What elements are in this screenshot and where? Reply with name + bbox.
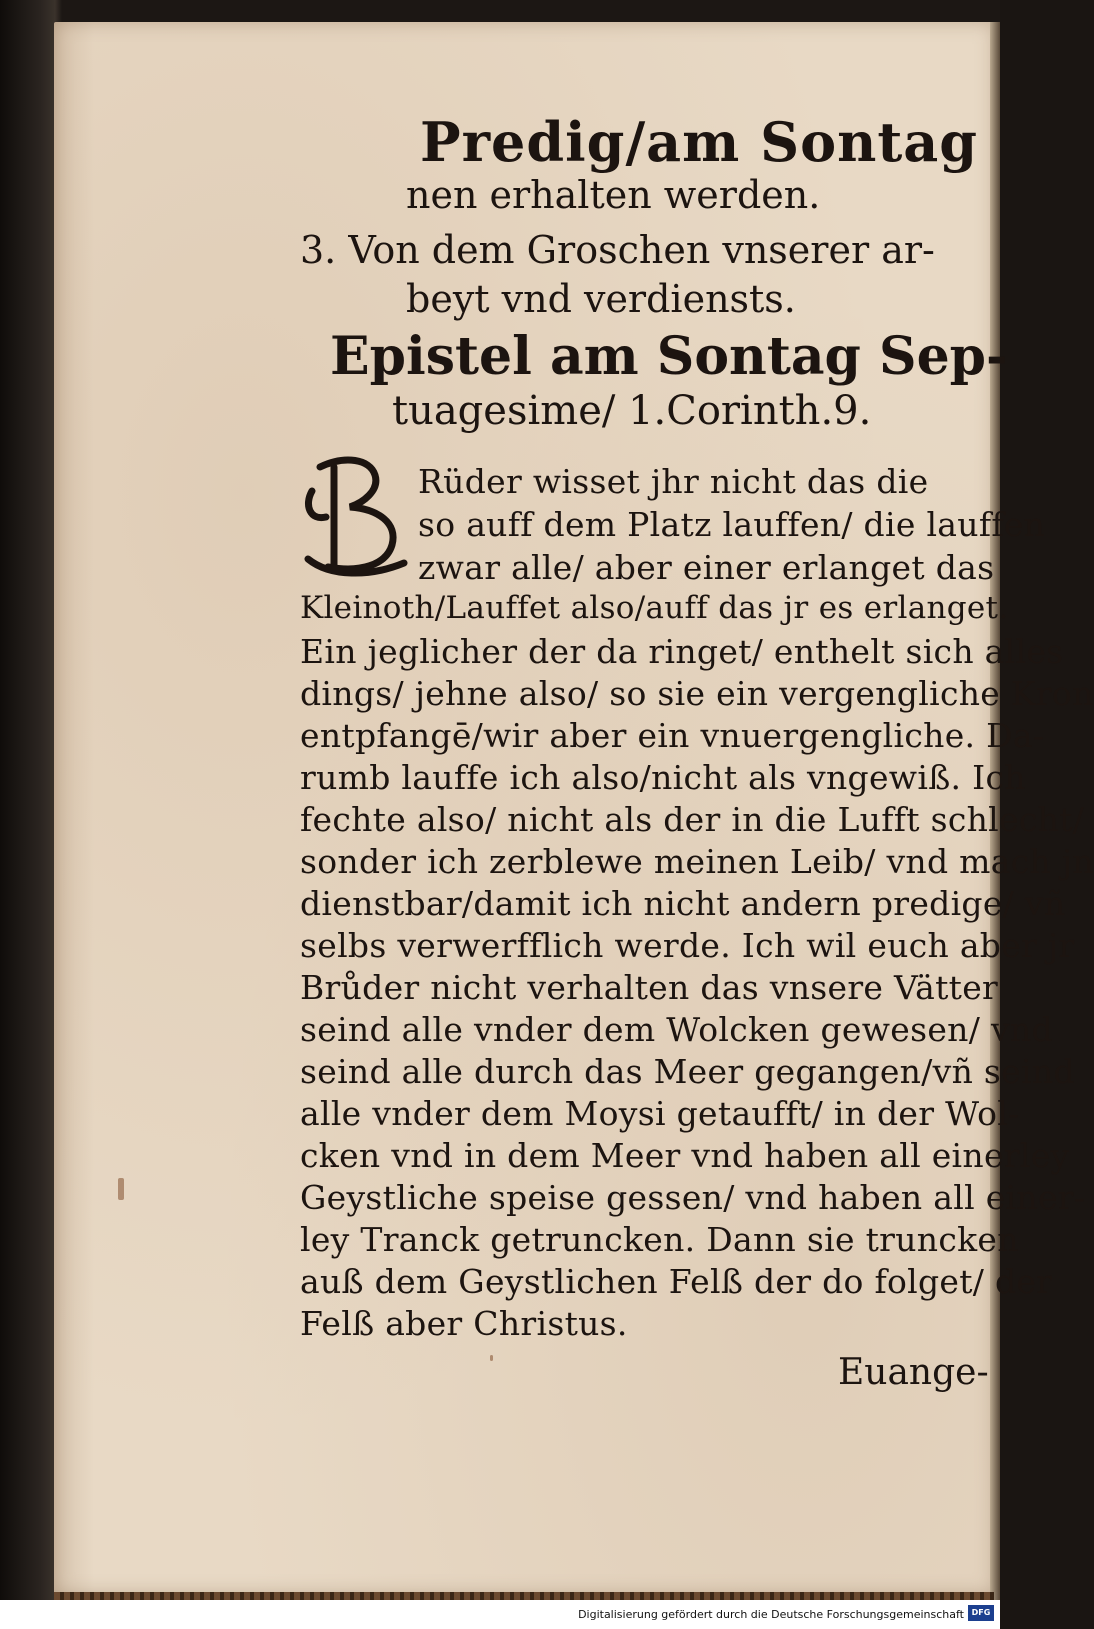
body-line: seind alle vnder dem Wolcken gewesen/ vnd [300, 1010, 1053, 1049]
body-line: selbs verwerfflich werde. Ich wil euch aber jr [300, 926, 1075, 965]
body-line: entpfangē/wir aber ein vnuergengliche. Da- [300, 716, 1045, 755]
body-line: so auff dem Platz lauffen/ die lauffen [418, 505, 1046, 544]
body-line: Geystliche speise gessen/ vnd haben all einer- [300, 1178, 1086, 1217]
dfg-logo: DFG [968, 1605, 994, 1621]
body-line: cken vnd in dem Meer vnd haben all einerley [300, 1136, 1070, 1175]
funding-credit: Digitalisierung gefördert durch die Deutsche Forschungsgemeinschaft [578, 1608, 964, 1621]
body-line: Kleinoth/Lauffet also/auff das jr es erlanget. [300, 590, 1009, 626]
body-line: zwar alle/ aber einer erlanget das [418, 548, 995, 587]
catchword: Euange- [838, 1352, 989, 1393]
body-line: fechte also/ nicht als der in die Lufft schlecht/ [300, 800, 1085, 839]
body-line: auß dem Geystlichen Felß der do folget/ der [300, 1262, 1053, 1301]
body-line: Brůder nicht verhalten das vnsere Vätter [300, 968, 999, 1007]
initial-letter: B [300, 455, 301, 456]
running-head: Predig/am Sontag [420, 110, 979, 174]
body-line: dienstbar/damit ich nicht andern predige/ vñ [300, 884, 1066, 923]
body-line: alle vnder dem Moysi getaufft/ in der Wol- [300, 1094, 1020, 1133]
head-line [300, 228, 935, 272]
paper-stain [490, 1355, 493, 1361]
body-line: Ein jeglicher der da ringet/ enthelt sich alles [300, 632, 1064, 671]
body-line: sonder ich zerblewe meinen Leib/ vnd mach jn [300, 842, 1094, 881]
epistle-heading: Epistel am Sontag Sep- [330, 326, 1008, 387]
body-line: Rüder wisset jhr nicht das die [418, 462, 929, 501]
page-bottom-edge [54, 1592, 994, 1600]
body-line: Felß aber Christus. [300, 1304, 628, 1343]
epistle-heading-line2: tuagesime/ 1.Corinth.9. [392, 388, 872, 434]
decorated-initial [300, 455, 412, 579]
body-line: ley Tranck getruncken. Dann sie truncken [300, 1220, 1019, 1259]
body-line: dings/ jehne also/ so sie ein vergengliche Kron [300, 674, 1094, 713]
item-number: 3. [300, 228, 337, 272]
body-line: seind alle durch das Meer gegangen/vñ seind [300, 1052, 1075, 1091]
body-line: rumb lauffe ich also/nicht als vngewiß. Ich [300, 758, 1026, 797]
head-line: nen erhalten werden. [406, 173, 821, 217]
item-text: Von dem Groschen vnserer ar- [348, 228, 935, 272]
head-line: beyt vnd verdiensts. [406, 277, 796, 321]
paper-stain [118, 1178, 124, 1200]
